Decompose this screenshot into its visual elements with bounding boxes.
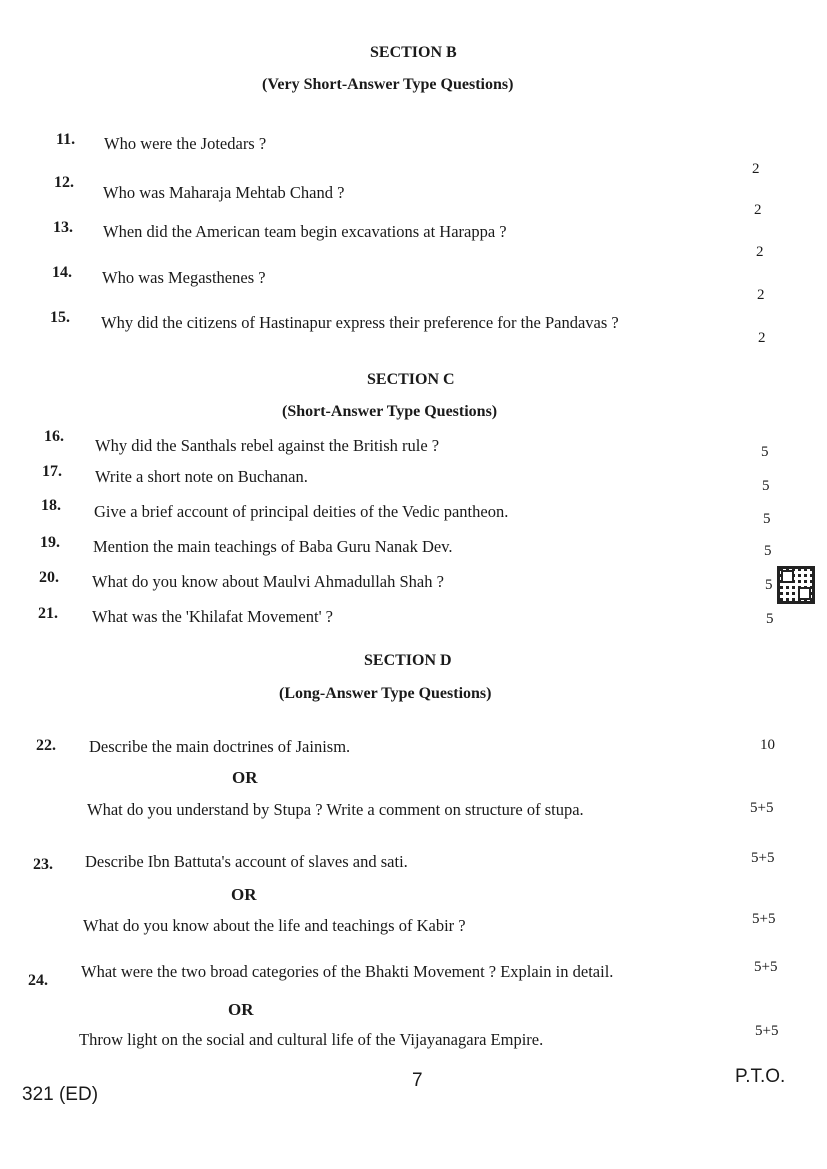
alternative-question-text: What do you know about the life and teachings of Kabir ?	[83, 916, 466, 935]
or-label: OR	[228, 1000, 254, 1019]
question-text: Describe Ibn Battuta's account of slaves and sati.	[85, 852, 408, 871]
question-number: 11.	[56, 131, 76, 148]
question-marks: 5+5	[751, 850, 775, 866]
section-b-subtitle: (Very Short-Answer Type Questions)	[262, 76, 514, 93]
question-marks: 2	[758, 330, 766, 346]
please-turn-over: P.T.O.	[735, 1066, 786, 1087]
question-marks: 2	[752, 161, 760, 177]
question-text: Give a brief account of principal deities of the Vedic pantheon.	[94, 502, 509, 521]
question-text: What were the two broad categories of the Bhakti Movement ? Explain in detail.	[81, 962, 614, 981]
question-text: Write a short note on Buchanan.	[95, 467, 308, 486]
question-marks: 5	[764, 543, 772, 559]
question-number: 18.	[41, 497, 61, 514]
alternative-question-marks: 5+5	[752, 911, 776, 927]
alternative-question-text: What do you understand by Stupa ? Write a comment on structure of stupa.	[87, 800, 584, 819]
question-text: Who was Maharaja Mehtab Chand ?	[103, 183, 345, 202]
question-marks: 5	[766, 611, 774, 627]
question-marks: 5	[762, 478, 770, 494]
page-number: 7	[412, 1070, 423, 1091]
question-marks: 2	[757, 287, 765, 303]
question-number: 24.	[28, 972, 48, 989]
alternative-question-text: Throw light on the social and cultural life of the Vijayanagara Empire.	[79, 1030, 544, 1049]
question-number: 13.	[53, 219, 73, 236]
question-number: 22.	[36, 737, 56, 754]
qr-code-icon	[777, 566, 815, 604]
question-marks: 10	[760, 737, 775, 753]
question-text: When did the American team begin excavations at Harappa ?	[103, 222, 507, 241]
question-number: 14.	[52, 264, 72, 281]
section-d-subtitle: (Long-Answer Type Questions)	[279, 685, 492, 702]
or-label: OR	[232, 768, 258, 787]
alternative-question-marks: 5+5	[750, 800, 774, 816]
question-marks: 5	[763, 511, 771, 527]
question-text: Who were the Jotedars ?	[104, 134, 267, 153]
question-marks: 5+5	[754, 959, 778, 975]
section-c-subtitle: (Short-Answer Type Questions)	[282, 403, 498, 420]
paper-code: 321 (ED)	[22, 1084, 99, 1105]
question-text: What do you know about Maulvi Ahmadullah Shah ?	[92, 572, 444, 591]
question-marks: 2	[754, 202, 762, 218]
question-text: What was the 'Khilafat Movement' ?	[92, 607, 333, 626]
question-number: 16.	[44, 428, 64, 445]
or-label: OR	[231, 885, 257, 904]
question-text: Describe the main doctrines of Jainism.	[89, 737, 351, 756]
alternative-question-marks: 5+5	[755, 1023, 779, 1039]
question-number: 19.	[40, 534, 60, 551]
question-text: Mention the main teachings of Baba Guru Nanak Dev.	[93, 537, 453, 556]
question-text: Who was Megasthenes ?	[102, 268, 266, 287]
question-marks: 5	[761, 444, 769, 460]
question-marks: 2	[756, 244, 764, 260]
question-number: 15.	[50, 309, 70, 326]
question-text: Why did the citizens of Hastinapur express their preference for the Pandavas ?	[101, 313, 619, 332]
question-marks: 5	[765, 577, 773, 593]
question-text: Why did the Santhals rebel against the British rule ?	[95, 436, 440, 455]
section-b-title: SECTION B	[370, 44, 457, 61]
question-number: 20.	[39, 569, 59, 586]
section-d-title: SECTION D	[364, 652, 452, 669]
question-number: 23.	[33, 856, 53, 873]
question-number: 21.	[38, 605, 58, 622]
question-number: 12.	[54, 174, 74, 191]
section-c-title: SECTION C	[367, 371, 455, 388]
question-number: 17.	[42, 463, 62, 480]
